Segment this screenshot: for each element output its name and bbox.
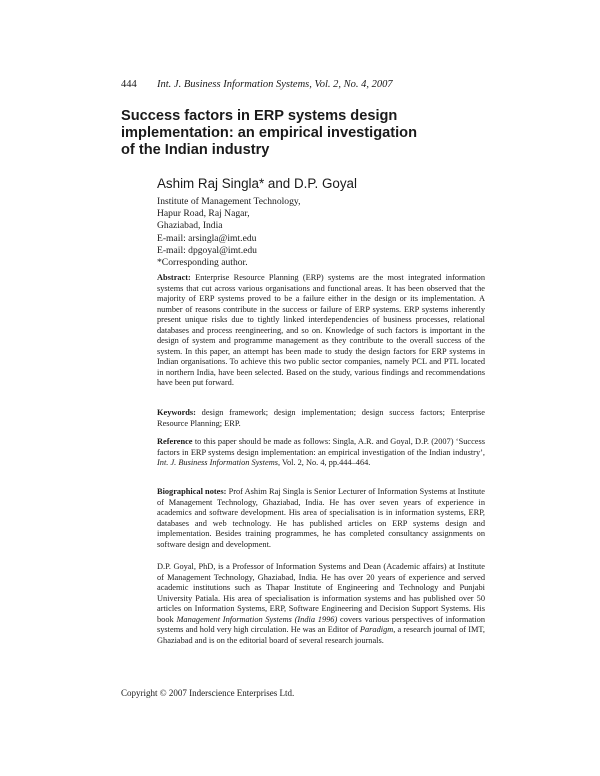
bio-goyal-text-middle: covers various perspectives of information systems and hold very high circulation. He was an Editor of <box>157 614 486 635</box>
bio-goyal-book: Management Information Systems (India 1996) <box>176 614 338 624</box>
journal-citation: Int. J. Business Information Systems, Vol. 2, No. 4, 2007 <box>157 79 393 90</box>
reference-volume: , Vol. 2, No. 4, pp.444–464. <box>277 458 371 468</box>
page-number: 444 <box>121 79 137 90</box>
bio-goyal-text: D.P. Goyal, PhD, is a Professor of Information Systems and Dean (Academic affairs) at Institute of Management Technology, Ghaziabad, India. He has over 20 years of experience and served academic institutions such as Thapar Institute of Engineering and Technology and Punjabi University Patiala. His area of specialisation is information systems and has published over 50 articles on Information Systems, ERP, Software Engineering and Decision Support Systems. His book <box>157 562 485 624</box>
corresponding-author-note: *Corresponding author. <box>157 257 248 269</box>
reference-journal: Int. J. Business Information Systems <box>157 458 278 468</box>
keywords-text: design framework; design implementation; design success factors; Enterprise Resource Planning; ERP. <box>157 408 486 428</box>
bio-goyal-text-end: , a research journal of IMT, Ghaziabad and is on the editorial board of several research journals. <box>157 625 485 645</box>
affiliation-road: Hapur Road, Raj Nagar, <box>157 208 250 220</box>
running-header <box>121 79 393 90</box>
biographical-notes-singla <box>157 487 485 550</box>
email-author-1: E-mail: arsingla@imt.edu <box>157 232 257 244</box>
keywords <box>157 408 485 429</box>
biographical-notes-goyal <box>157 562 485 646</box>
reference-note <box>157 437 485 469</box>
author-names: Ashim Raj Singla* and D.P. Goyal <box>157 176 357 191</box>
affiliation-city: Ghaziabad, India <box>157 220 223 232</box>
bio-singla-text: Prof Ashim Raj Singla is Senior Lecturer of Information Systems at Institute of Management Technology, Ghaziabad, India. He has over seven years of experience in academics and software development. His area of specialisation is in information systems, ERP, databases and web technology. He has published articles on ERP systems design and implementation. Besides training programmes, he has completed consultancy assignments on software design and development. <box>157 487 486 549</box>
abstract-text: Enterprise Resource Planning (ERP) systems are the most integrated information systems that cut across various organisations and functional areas. It has been observed that the majority of ERP systems proved to be a failure either in the design or its implementation. A number of reasons contribute in the success or failure of ERP systems. ERP systems inherently present unique risks due to tightly linked interdependencies of business processes, relational databases and process reengineering, and so on. Knowledge of such factors is important in the design of system and programme management as they contribute to the overall success of the system. In this paper, an attempt has been made to study the design factors for ERP systems in Indian organisations. To achieve this two public sector companies, namely PCL and PTL located in northern India, have been selected. Based on the study, various findings and recommendations have been put forward. <box>157 273 485 388</box>
title-line-2: implementation: an empirical investigation <box>121 125 417 141</box>
bio-label: Biographical notes: <box>157 487 227 496</box>
title-line-1: Success factors in ERP systems design <box>121 108 398 124</box>
affiliation-block <box>157 196 300 269</box>
title-line-3: of the Indian industry <box>121 142 270 158</box>
email-author-2: E-mail: dpgoyal@imt.edu <box>157 244 257 256</box>
bio-goyal-journal: Paradigm <box>359 625 394 635</box>
abstract <box>157 273 485 389</box>
copyright-footer: Copyright © 2007 Inderscience Enterprises Ltd. <box>121 688 295 698</box>
reference-label: Reference <box>157 437 193 446</box>
abstract-label: Abstract: <box>157 273 191 282</box>
paper-title <box>121 108 501 159</box>
keywords-label: Keywords: <box>157 408 196 417</box>
affiliation-institute: Institute of Management Technology, <box>157 196 301 207</box>
reference-text: to this paper should be made as follows: Singla, A.R. and Goyal, D.P. (2007) ‘Success factors in ERP systems design implementation: an empirical investigation of the Indian industry’, <box>157 437 485 457</box>
